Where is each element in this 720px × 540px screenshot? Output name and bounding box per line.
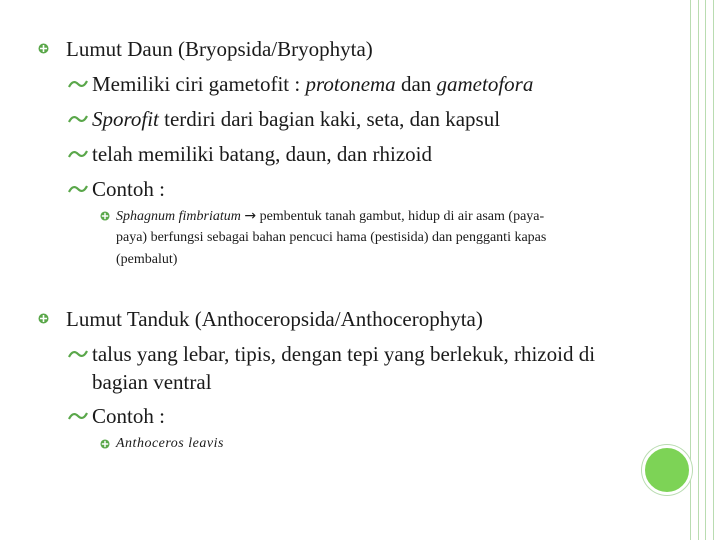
point-2-italic: Sporofit xyxy=(92,107,159,131)
border-line-4 xyxy=(713,0,714,540)
cross-bullet-icon xyxy=(38,313,49,324)
section-2-title: Lumut Tanduk (Anthoceropsida/Anthocerophyta) xyxy=(66,307,483,331)
border-line-2 xyxy=(698,0,699,540)
point-1-italic2: gametofora xyxy=(436,72,534,96)
cross-bullet-icon xyxy=(38,43,49,54)
wave-bullet-icon xyxy=(68,149,88,159)
point-1-text: Memiliki ciri gametofit : xyxy=(92,72,306,96)
point-1-italic1: protonema xyxy=(305,72,396,96)
point-1-mid: dan xyxy=(395,72,437,96)
decorative-circle xyxy=(642,445,692,495)
section-1-title: Lumut Daun (Bryopsida/Bryophyta) xyxy=(66,37,373,61)
example-1-line3: (pembalut) xyxy=(116,252,178,267)
point-4-text: Contoh : xyxy=(92,177,165,201)
point-5-line2: bagian ventral xyxy=(92,370,212,394)
cross-bullet-icon xyxy=(100,211,110,221)
wave-bullet-icon xyxy=(68,79,88,89)
point-3-text: telah memiliki batang, daun, dan rhizoid xyxy=(92,142,432,166)
point-5-line1: talus yang lebar, tipis, dengan tepi yang berlekuk, rhizoid di xyxy=(92,342,596,366)
example-1-line2: paya) berfungsi sebagai bahan pencuci hama (pestisida) dan pengganti kapas xyxy=(116,230,547,245)
example-2-species: Anthoceros leavis xyxy=(116,436,224,451)
wave-bullet-icon xyxy=(68,349,88,359)
wave-bullet-icon xyxy=(68,411,88,421)
wave-bullet-icon xyxy=(68,114,88,124)
example-1-line1: pembentuk tanah gambut, hidup di air asam (paya- xyxy=(259,209,545,224)
cross-bullet-icon xyxy=(100,439,110,449)
point-6-text: Contoh : xyxy=(92,404,165,428)
right-arrow-icon: → xyxy=(244,208,257,224)
point-2-text: terdiri dari bagian kaki, seta, dan kapsul xyxy=(158,107,501,131)
example-1-species: Sphagnum fimbriatum xyxy=(116,209,241,224)
border-line-1 xyxy=(690,0,691,540)
wave-bullet-icon xyxy=(68,184,88,194)
border-line-3 xyxy=(705,0,706,540)
